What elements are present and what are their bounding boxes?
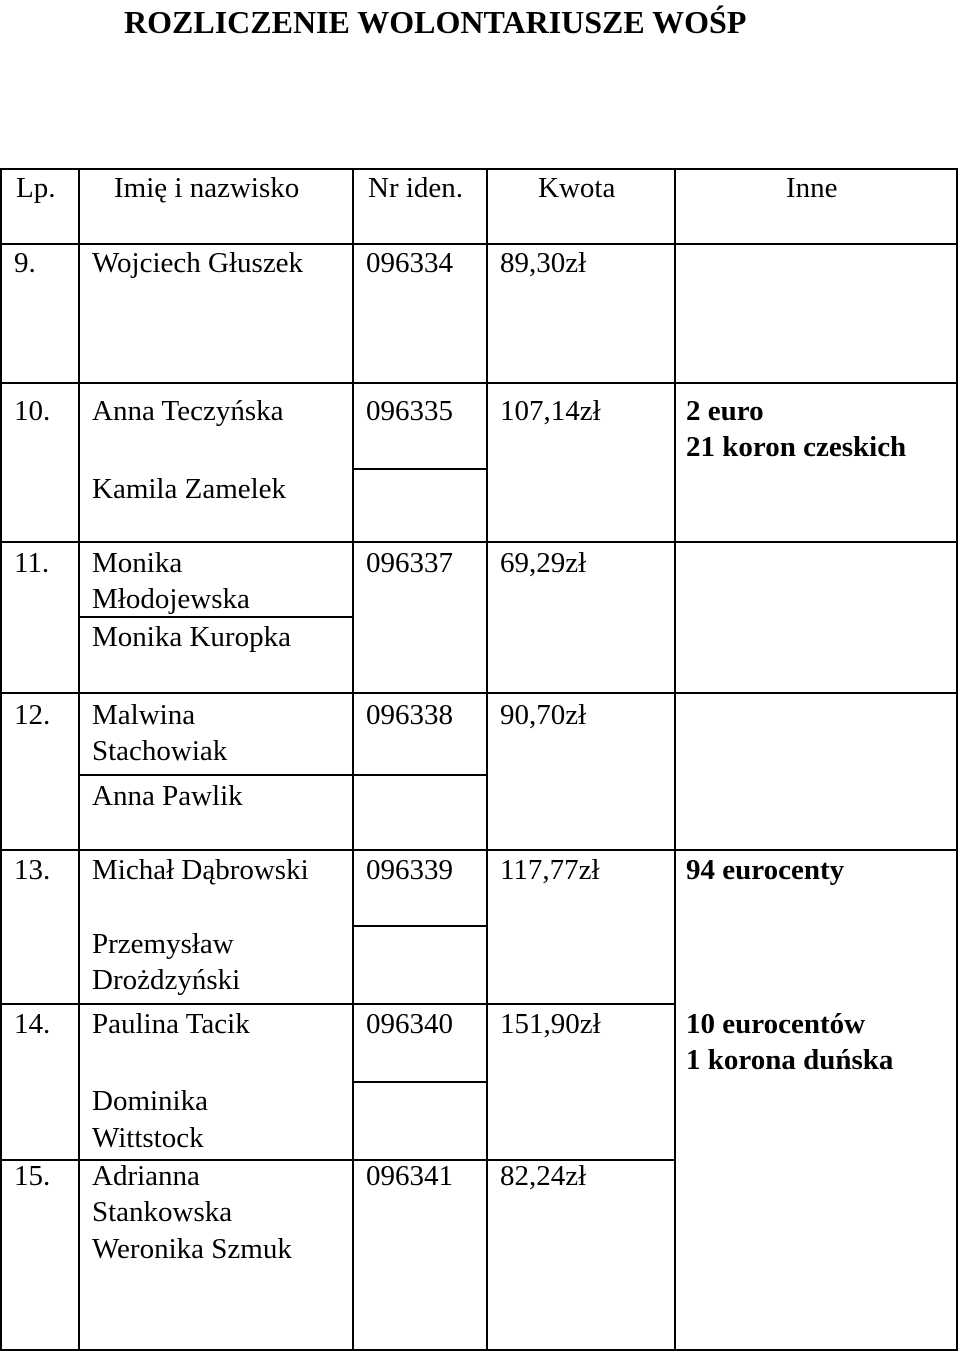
row-lp: 10. <box>14 395 51 427</box>
row-lp: 13. <box>14 854 51 886</box>
header-lp: Lp. <box>16 172 56 204</box>
header-id: Nr iden. <box>368 172 464 204</box>
row-divider-9 <box>0 382 958 384</box>
volunteer-name: Przemysław <box>92 928 234 960</box>
col-divider-lp <box>78 168 80 1351</box>
row-other: 1 korona duńska <box>686 1044 894 1076</box>
volunteer-name: Wojciech Głuszek <box>92 247 304 279</box>
volunteer-name: Monika Kuropka <box>92 621 291 653</box>
volunteer-name: Paulina Tacik <box>92 1008 250 1040</box>
volunteer-name: Malwina <box>92 699 196 731</box>
row-amount: 89,30zł <box>500 247 587 279</box>
row-amount: 117,77zł <box>500 854 600 886</box>
row-id: 096337 <box>366 547 453 579</box>
row-lp: 11. <box>14 547 50 579</box>
row-lp: 14. <box>14 1008 51 1040</box>
volunteer-name: Stankowska <box>92 1196 233 1228</box>
row-id: 096339 <box>366 854 453 886</box>
row-divider-10 <box>0 541 958 543</box>
row-id: 096334 <box>366 247 453 279</box>
volunteer-name: Weronika Szmuk <box>92 1233 292 1265</box>
document-title: ROZLICZENIE WOLONTARIUSZE WOŚP <box>124 4 747 40</box>
row-amount: 69,29zł <box>500 547 587 579</box>
volunteer-name: Stachowiak <box>92 735 228 767</box>
row-amount: 90,70zł <box>500 699 587 731</box>
header-amount: Kwota <box>538 172 616 204</box>
row-amount: 107,14zł <box>500 395 601 427</box>
row-divider-14-inner <box>352 1081 488 1083</box>
row-id: 096341 <box>366 1160 453 1192</box>
row-other: 94 eurocenty <box>686 854 845 886</box>
row-other: 21 koron czeskich <box>686 431 907 463</box>
row-id: 096340 <box>366 1008 453 1040</box>
table-bottom-border <box>0 1349 958 1351</box>
row-divider-13-inner <box>352 925 488 927</box>
volunteer-name: Wittstock <box>92 1122 204 1154</box>
row-lp: 9. <box>14 247 36 279</box>
volunteer-name: Kamila Zamelek <box>92 473 287 505</box>
row-lp: 12. <box>14 699 51 731</box>
row-lp: 15. <box>14 1160 51 1192</box>
row-divider-13 <box>0 1003 676 1005</box>
row-divider-12-inner <box>78 774 488 776</box>
volunteer-name: Dominika <box>92 1085 208 1117</box>
volunteer-name: Anna Teczyńska <box>92 395 284 427</box>
table-right-border <box>956 168 958 1351</box>
volunteer-name: Monika <box>92 547 183 579</box>
header-other: Inne <box>786 172 838 204</box>
volunteer-name: Drożdzyński <box>92 964 241 996</box>
row-other: 2 euro <box>686 395 764 427</box>
table-left-border <box>0 168 2 1351</box>
row-id: 096335 <box>366 395 453 427</box>
col-divider-amount <box>674 168 676 1351</box>
header-name: Imię i nazwisko <box>114 172 300 204</box>
volunteer-name: Adrianna <box>92 1160 200 1192</box>
row-divider-11 <box>0 692 958 694</box>
volunteer-name: Michał Dąbrowski <box>92 854 309 886</box>
row-id: 096338 <box>366 699 453 731</box>
row-amount: 151,90zł <box>500 1008 601 1040</box>
row-other: 10 eurocentów <box>686 1008 866 1040</box>
col-divider-id <box>486 168 488 1351</box>
col-divider-name <box>352 168 354 1351</box>
row-divider-10-inner <box>352 468 488 470</box>
volunteer-name: Młodojewska <box>92 583 250 615</box>
volunteer-name: Anna Pawlik <box>92 780 243 812</box>
row-amount: 82,24zł <box>500 1160 587 1192</box>
row-divider-12 <box>0 849 958 851</box>
